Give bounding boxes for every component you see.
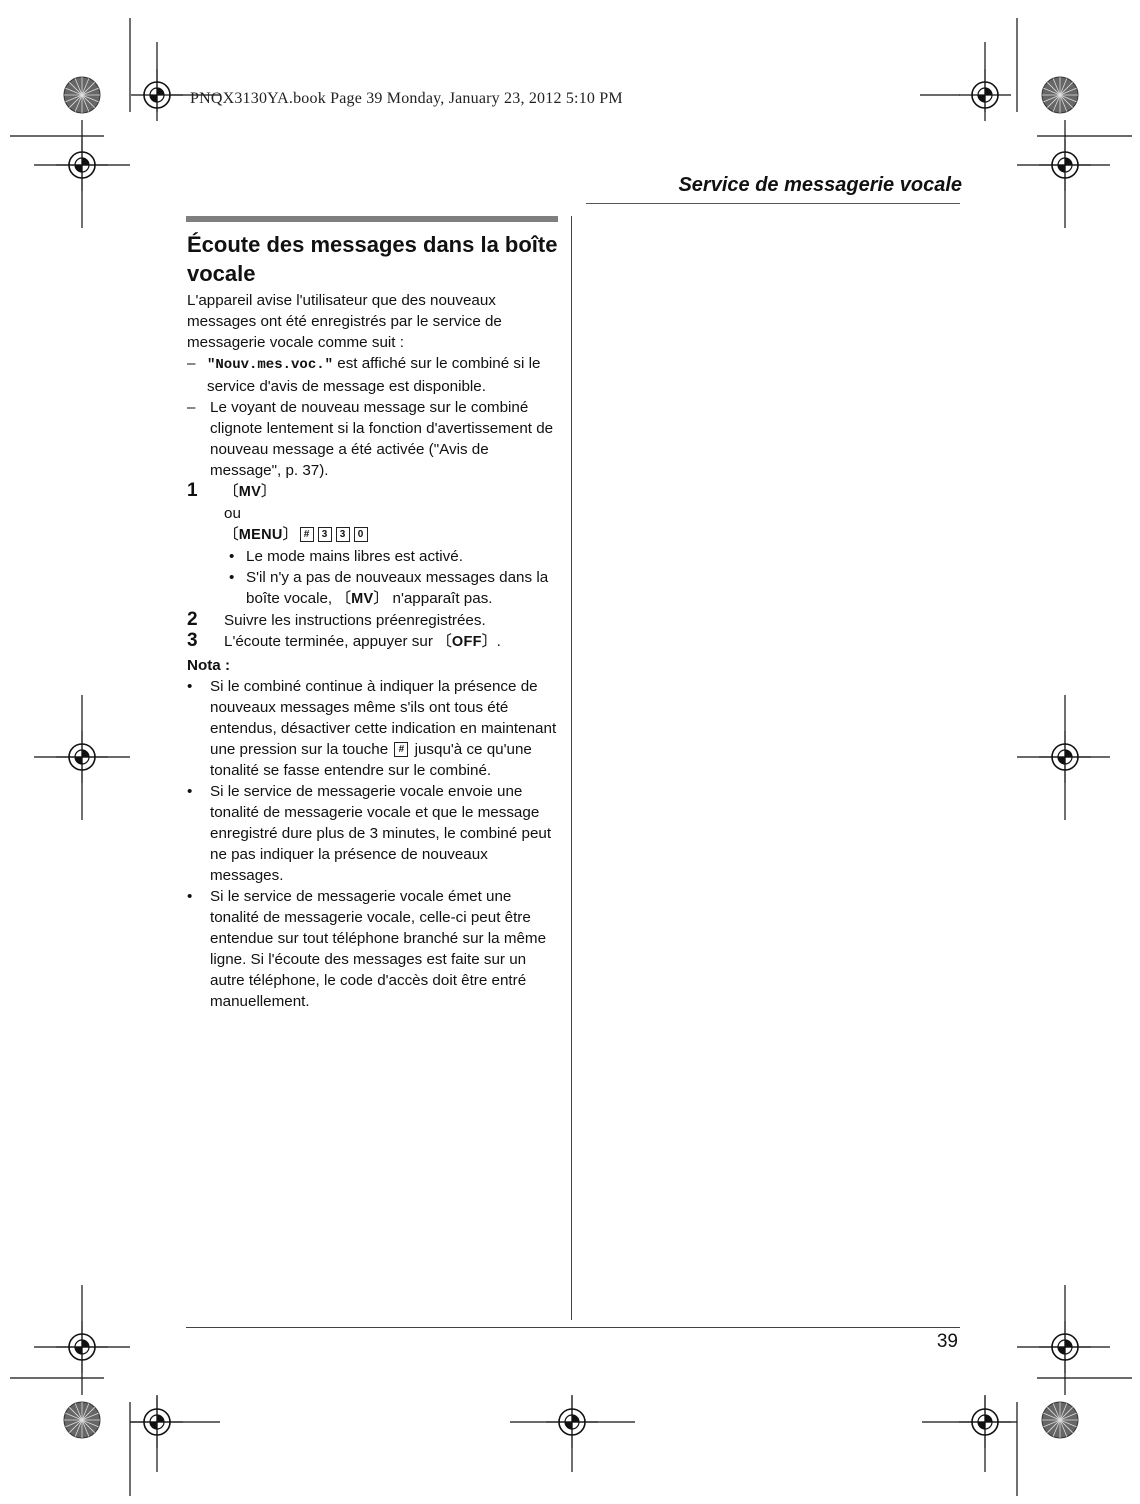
page-number: 39: [936, 1331, 958, 1352]
step-number: 1: [187, 480, 198, 501]
digit-key: 0: [354, 527, 368, 542]
step-1-bullet-2: • S'il n'y a pas de nouveaux messages dans la boîte vocale, 〔MV〕 n'apparaît pas.: [229, 569, 549, 607]
bullet-icon: •: [229, 548, 235, 565]
book-info-header: PNQX3130YA.book Page 39 Monday, January 23, 2012 5:10 PM: [190, 90, 623, 107]
mv-key: 〔MV〕: [224, 484, 276, 500]
hash-key: #: [300, 527, 314, 542]
nota-item-3: • Si le service de messagerie vocale émet une tonalité de messagerie vocale, celle-ci peut être entendue sur tout téléphone branché sur la même ligne. Si l'écoute des messages est faite sur un autre téléphone, le code d'accès doit être entré manuellement.: [187, 888, 547, 1010]
step-1-bullet-1: • Le mode mains libres est activé.: [229, 548, 463, 565]
bullet-icon: •: [229, 569, 235, 586]
step-number: 2: [187, 609, 198, 630]
running-title: Service de messagerie vocale: [678, 174, 962, 196]
off-key: 〔OFF〕: [437, 634, 497, 650]
step-number: 3: [187, 630, 198, 651]
footer-rule: [186, 1327, 960, 1328]
menu-sequence: [224, 524, 559, 546]
section-title: Écoute des messages dans la boîte vocale: [187, 232, 558, 286]
menu-key: 〔MENU〕: [224, 527, 298, 543]
or-text: ou: [224, 505, 241, 522]
section-top-bar: [186, 216, 558, 222]
left-column: [187, 230, 559, 1012]
notice-text: Le voyant de nouveau message sur le combiné clignote lentement si la fonction d'avertissement de nouveau message a été activée ("Avis de message", p. 37).: [210, 399, 554, 479]
nota-label: Nota :: [187, 657, 231, 674]
column-divider: [571, 216, 572, 1320]
mv-key: 〔MV〕: [336, 591, 389, 607]
bullet-icon: •: [187, 783, 193, 800]
bullet-icon: •: [187, 888, 193, 905]
nota-list: [187, 676, 559, 1012]
digit-key: 3: [318, 527, 332, 542]
notice-item-display: [187, 353, 559, 397]
header-rule: [586, 203, 960, 204]
notice-text: est affiché sur le combiné si le service d'avis de message est disponible.: [207, 355, 541, 395]
display-message: "Nouv.mes.voc.": [207, 357, 334, 373]
digit-key: 3: [336, 527, 350, 542]
step-2: 2 Suivre les instructions préenregistrées.: [187, 609, 486, 630]
notice-item-led: [187, 397, 559, 481]
step-1: [187, 481, 559, 610]
bullet-icon: •: [187, 678, 193, 695]
nota-item-1: • Si le combiné continue à indiquer la présence de nouveaux messages même s'ils ont tous été entendus, désactiver cette indication en maintenant une pression sur la touche # jusqu'à ce qu'une tonalité se fasse entendre sur le combiné.: [187, 678, 557, 779]
step-3: 3 L'écoute terminée, appuyer sur 〔OFF〕.: [187, 630, 501, 651]
dash-marker: –: [187, 399, 196, 416]
hash-key: #: [394, 742, 408, 757]
nota-item-2: • Si le service de messagerie vocale envoie une tonalité de messagerie vocale et que le message enregistré dure plus de 3 minutes, le combiné peut ne pas indiquer la présence de nouveaux messages.: [187, 783, 552, 884]
dash-marker: –: [187, 355, 196, 372]
intro-paragraph: L'appareil avise l'utilisateur que des nouveaux messages ont été enregistrés par le service de messagerie vocale comme suit :: [187, 292, 502, 351]
